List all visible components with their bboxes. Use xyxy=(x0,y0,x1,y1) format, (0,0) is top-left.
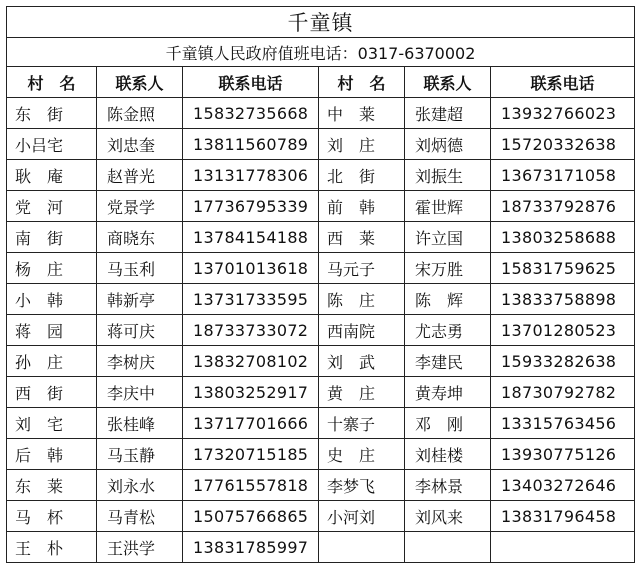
phone-cell: 13831785997 xyxy=(183,532,319,563)
contact-cell: 宋万胜 xyxy=(405,253,491,284)
contact-cell: 黄寿坤 xyxy=(405,377,491,408)
village-cell: 小 韩 xyxy=(7,284,97,315)
village-cell: 王 朴 xyxy=(7,532,97,563)
village-cell: 耿 庵 xyxy=(7,160,97,191)
village-cell: 党 河 xyxy=(7,191,97,222)
village-cell: 刘 庄 xyxy=(319,129,405,160)
phone-cell: 13832708102 xyxy=(183,346,319,377)
table-row xyxy=(7,98,635,129)
contact-cell: 邓 刚 xyxy=(405,408,491,439)
contact-cell: 党景学 xyxy=(97,191,183,222)
table-row xyxy=(7,315,635,346)
sheet-title: 千童镇 xyxy=(7,7,635,38)
contact-cell: 李建民 xyxy=(405,346,491,377)
phone-cell: 17736795339 xyxy=(183,191,319,222)
contact-cell: 韩新亭 xyxy=(97,284,183,315)
table-row xyxy=(7,377,635,408)
phone-cell: 13701280523 xyxy=(491,315,635,346)
phone-cell: 18733733072 xyxy=(183,315,319,346)
village-cell: 中 莱 xyxy=(319,98,405,129)
village-cell: 前 韩 xyxy=(319,191,405,222)
table-row xyxy=(7,470,635,501)
village-cell: 刘 宅 xyxy=(7,408,97,439)
table-row xyxy=(7,532,635,563)
phone-cell: 15075766865 xyxy=(183,501,319,532)
village-cell: 后 韩 xyxy=(7,439,97,470)
village-cell: 杨 庄 xyxy=(7,253,97,284)
contact-cell: 李树庆 xyxy=(97,346,183,377)
phone-cell: 15720332638 xyxy=(491,129,635,160)
phone-cell xyxy=(491,532,635,563)
table-row xyxy=(7,191,635,222)
header-contact-2: 联系人 xyxy=(405,67,491,98)
phone-cell: 15933282638 xyxy=(491,346,635,377)
phone-cell: 17761557818 xyxy=(183,470,319,501)
phone-cell: 13701013618 xyxy=(183,253,319,284)
contact-cell: 蒋可庆 xyxy=(97,315,183,346)
phone-cell: 13131778306 xyxy=(183,160,319,191)
header-phone-2: 联系电话 xyxy=(491,67,635,98)
header-row xyxy=(7,67,635,98)
village-cell: 马元子 xyxy=(319,253,405,284)
phone-cell: 13932766023 xyxy=(491,98,635,129)
phone-cell: 18730792782 xyxy=(491,377,635,408)
village-cell: 李梦飞 xyxy=(319,470,405,501)
village-cell: 西 街 xyxy=(7,377,97,408)
table-row xyxy=(7,160,635,191)
contact-cell: 商晓东 xyxy=(97,222,183,253)
village-cell: 蒋 园 xyxy=(7,315,97,346)
contact-cell: 尤志勇 xyxy=(405,315,491,346)
table-row xyxy=(7,346,635,377)
contact-cell: 刘风来 xyxy=(405,501,491,532)
village-cell: 马 杯 xyxy=(7,501,97,532)
table-row xyxy=(7,408,635,439)
contact-cell: 马玉静 xyxy=(97,439,183,470)
contact-cell: 陈金照 xyxy=(97,98,183,129)
village-cell: 陈 庄 xyxy=(319,284,405,315)
phone-cell: 15831759625 xyxy=(491,253,635,284)
header-village-2: 村 名 xyxy=(319,67,405,98)
contact-cell: 赵普光 xyxy=(97,160,183,191)
village-cell: 黄 庄 xyxy=(319,377,405,408)
contact-cell: 刘忠奎 xyxy=(97,129,183,160)
phone-cell: 13803258688 xyxy=(491,222,635,253)
village-cell: 小河刘 xyxy=(319,501,405,532)
contact-cell: 马玉利 xyxy=(97,253,183,284)
phone-cell: 13673171058 xyxy=(491,160,635,191)
header-phone-1: 联系电话 xyxy=(183,67,319,98)
village-cell: 十寨子 xyxy=(319,408,405,439)
phone-cell: 15832735668 xyxy=(183,98,319,129)
contact-cell: 王洪学 xyxy=(97,532,183,563)
table-row xyxy=(7,129,635,160)
table-row xyxy=(7,439,635,470)
village-cell xyxy=(319,532,405,563)
village-cell: 小吕宅 xyxy=(7,129,97,160)
contact-cell: 李庆中 xyxy=(97,377,183,408)
contact-table xyxy=(6,6,635,563)
title-row xyxy=(7,7,635,38)
village-cell: 西 莱 xyxy=(319,222,405,253)
contact-cell: 刘振生 xyxy=(405,160,491,191)
header-contact-1: 联系人 xyxy=(97,67,183,98)
header-village-1: 村 名 xyxy=(7,67,97,98)
phone-cell: 13315763456 xyxy=(491,408,635,439)
village-cell: 史 庄 xyxy=(319,439,405,470)
phone-cell: 13833758898 xyxy=(491,284,635,315)
table-row xyxy=(7,284,635,315)
duty-phone-text: 千童镇人民政府值班电话：0317-6370002 xyxy=(7,38,635,67)
contact-cell: 刘炳德 xyxy=(405,129,491,160)
contact-cell: 李林景 xyxy=(405,470,491,501)
phone-cell: 13803252917 xyxy=(183,377,319,408)
phone-cell: 17320715185 xyxy=(183,439,319,470)
phone-cell: 13717701666 xyxy=(183,408,319,439)
village-cell: 孙 庄 xyxy=(7,346,97,377)
village-cell: 刘 武 xyxy=(319,346,405,377)
contact-cell: 刘桂楼 xyxy=(405,439,491,470)
phone-cell: 13784154188 xyxy=(183,222,319,253)
contact-cell: 刘永水 xyxy=(97,470,183,501)
contact-cell: 马青松 xyxy=(97,501,183,532)
phone-cell: 13811560789 xyxy=(183,129,319,160)
contact-cell: 张建超 xyxy=(405,98,491,129)
village-cell: 北 街 xyxy=(319,160,405,191)
village-cell: 东 街 xyxy=(7,98,97,129)
phone-cell: 13831796458 xyxy=(491,501,635,532)
village-cell: 南 街 xyxy=(7,222,97,253)
contact-cell: 许立国 xyxy=(405,222,491,253)
phone-cell: 13403272646 xyxy=(491,470,635,501)
duty-phone-row xyxy=(7,38,635,67)
phone-cell: 18733792876 xyxy=(491,191,635,222)
phone-cell: 13731733595 xyxy=(183,284,319,315)
phone-cell: 13930775126 xyxy=(491,439,635,470)
table-row xyxy=(7,222,635,253)
table-row xyxy=(7,501,635,532)
contact-cell: 张桂峰 xyxy=(97,408,183,439)
contact-cell: 霍世辉 xyxy=(405,191,491,222)
contact-cell xyxy=(405,532,491,563)
table-row xyxy=(7,253,635,284)
village-cell: 西南院 xyxy=(319,315,405,346)
village-cell: 东 莱 xyxy=(7,470,97,501)
contact-cell: 陈 辉 xyxy=(405,284,491,315)
